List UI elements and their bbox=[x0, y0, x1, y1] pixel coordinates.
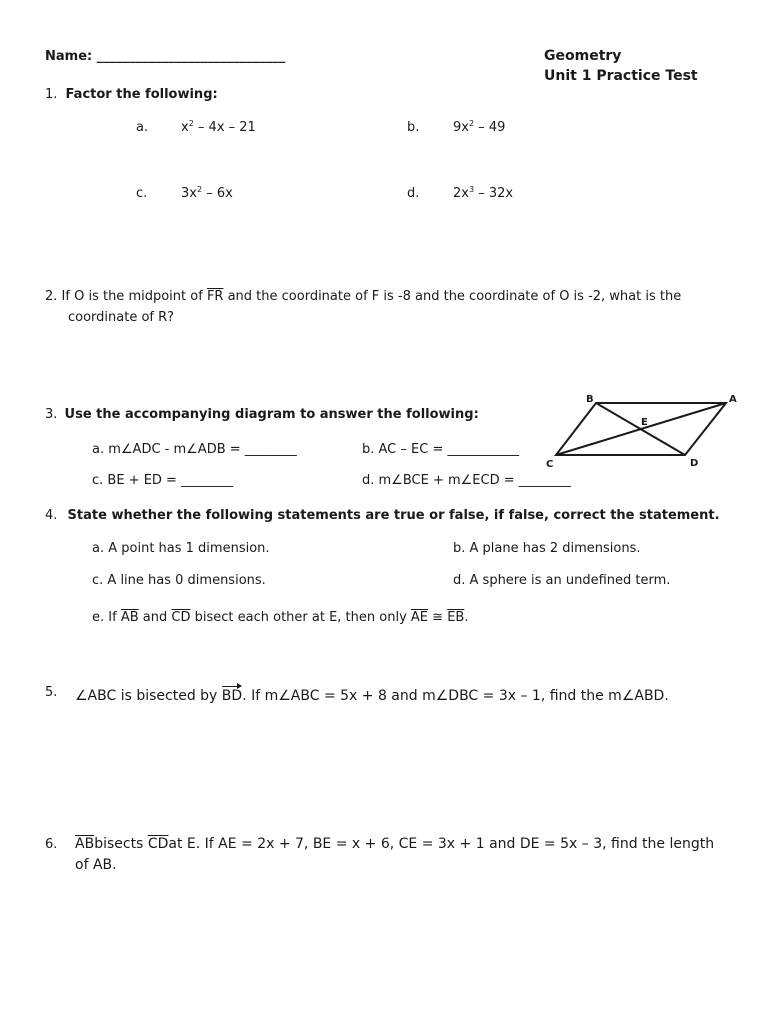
q4-e: e. If $\overline{AB}$ and $\overline{CD}$ bisect each other at E, then only $\overline{AE}$ ≅ $\overline{EB}$. bbox=[92, 610, 469, 625]
q1-c-expression: $3x^2 - 6x$ bbox=[181, 185, 233, 201]
q4-prompt: State whether the following statements are true or false, if false, correct the statement. bbox=[67, 508, 720, 523]
q4-a: a. A point has 1 dimension. bbox=[92, 541, 270, 556]
q5-text-post: . If m∠ABC = 5x + 8 and m∠DBC = 3x – 1, find the m∠ABD. bbox=[242, 688, 669, 704]
q1-a-label: a. bbox=[136, 120, 149, 135]
q5-text-pre: ∠ABC is bisected by bbox=[75, 688, 218, 704]
q4-number: 4. bbox=[45, 508, 58, 523]
q1-c-label: c. bbox=[136, 186, 148, 201]
q3-number: 3. bbox=[45, 407, 58, 422]
name-label: Name: bbox=[45, 49, 93, 64]
q1-d-expression: $2x^3 - 32x$ bbox=[453, 185, 514, 201]
segment-eb: $\overline{EB}$ bbox=[447, 610, 465, 625]
question-1 bbox=[45, 87, 218, 102]
segment-ab: $\overline{AB}$ bbox=[75, 836, 95, 852]
vertex-label-d: D bbox=[690, 458, 699, 469]
segment-ab: $\overline{AB}$ bbox=[120, 610, 139, 625]
segment-cd: $\overline{CD}$ bbox=[171, 610, 191, 625]
q4-d: d. A sphere is an undefined term. bbox=[453, 573, 671, 588]
question-5 bbox=[75, 684, 669, 704]
q4-b: b. A plane has 2 dimensions. bbox=[453, 541, 641, 556]
vertex-label-b: B bbox=[586, 394, 594, 405]
q1-a-expression: $x^2 - 4x - 21$ bbox=[181, 119, 256, 135]
q6-line-2: of AB. bbox=[75, 857, 117, 873]
parallelogram-diagram bbox=[540, 388, 750, 472]
q2-line-2: coordinate of R? bbox=[68, 310, 175, 325]
name-blank-line: _____________________________ bbox=[96, 49, 286, 64]
q1-number: 1. bbox=[45, 87, 58, 102]
test-title: Unit 1 Practice Test bbox=[544, 68, 698, 84]
q1-b-label: b. bbox=[407, 120, 420, 135]
q3-b: b. AC – EC = ___________ bbox=[362, 442, 519, 457]
segment-cd: $\overline{CD}$ bbox=[147, 836, 169, 852]
question-6: $\overline{AB}bisects$ $\overline{CD}at$ E. If AE = 2x + 7, BE = x + 6, CE = 3x + 1 and DE = 5x – 3, find the length bbox=[75, 836, 715, 852]
q1-prompt: Factor the following: bbox=[65, 87, 218, 102]
question-2 bbox=[45, 289, 681, 304]
q3-a: a. m∠ADC - m∠ADB = ________ bbox=[92, 442, 297, 457]
q3-prompt: Use the accompanying diagram to answer the following: bbox=[64, 407, 479, 422]
vertex-label-c: C bbox=[546, 459, 554, 470]
question-4 bbox=[45, 508, 720, 523]
q2-text-pre: If O is the midpoint of bbox=[61, 289, 203, 304]
q3-c: c. BE + ED = ________ bbox=[92, 473, 234, 488]
q6-number: 6. bbox=[45, 837, 58, 852]
q2-number: 2. bbox=[45, 289, 58, 304]
q1-b-expression: $9x^2 - 49$ bbox=[453, 119, 506, 135]
diagonal-bd bbox=[596, 403, 685, 455]
name-field bbox=[45, 49, 285, 64]
q1-d-label: d. bbox=[407, 186, 420, 201]
course-title: Geometry bbox=[544, 48, 622, 64]
vertex-label-a: A bbox=[729, 394, 737, 405]
q4-c: c. A line has 0 dimensions. bbox=[92, 573, 266, 588]
q2-text-post: and the coordinate of F is -8 and the coordinate of O is -2, what is the bbox=[227, 289, 682, 304]
point-label-e: E bbox=[641, 417, 648, 428]
q2-segment-fr: $\overline{FR}$ bbox=[206, 289, 224, 304]
segment-ae: $\overline{AE}$ bbox=[410, 610, 429, 625]
q5-number: 5. bbox=[45, 685, 58, 700]
question-3 bbox=[45, 407, 479, 422]
q3-d: d. m∠BCE + m∠ECD = ________ bbox=[362, 473, 571, 488]
ray-bd: BD bbox=[222, 684, 242, 704]
congruent-symbol: ≅ bbox=[432, 610, 444, 625]
